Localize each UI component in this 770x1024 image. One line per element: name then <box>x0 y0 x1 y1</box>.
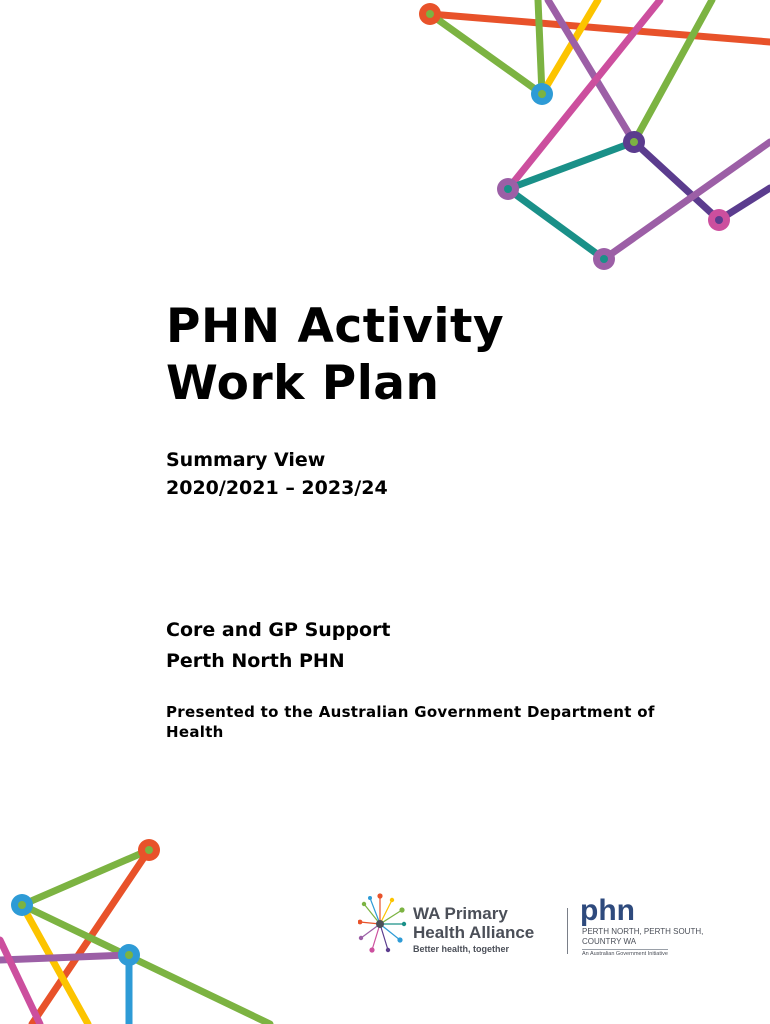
phn-regions-line-2: COUNTRY WA <box>582 937 637 946</box>
phn-regions <box>582 927 703 947</box>
wapha-name-line-2: Health Alliance <box>413 923 535 942</box>
logo-divider <box>567 908 568 954</box>
phn-initiative-text: An Australian Government Initiative <box>582 951 668 957</box>
title-line-1: PHN Activity <box>166 299 505 354</box>
program-block <box>166 615 390 677</box>
wapha-logo-text <box>413 904 534 942</box>
wapha-tagline: Better health, together <box>413 944 510 954</box>
footer-logos <box>358 888 708 960</box>
phn-logo-wordmark: phn <box>580 894 635 927</box>
summary-label: Summary View <box>166 449 326 471</box>
wapha-name-line-1: WA Primary <box>413 904 508 923</box>
wapha-logo-icon <box>358 890 412 954</box>
phn-name: Perth North PHN <box>166 650 345 672</box>
summary-period: 2020/2021 – 2023/24 <box>166 477 388 499</box>
summary-block <box>166 446 388 502</box>
presented-to-text: Presented to the Australian Government Department of Health <box>166 703 655 741</box>
document-title <box>166 298 504 412</box>
program-name: Core and GP Support <box>166 619 391 641</box>
title-line-2: Work Plan <box>166 356 440 411</box>
phn-regions-line-1: PERTH NORTH, PERTH SOUTH, <box>582 927 704 936</box>
